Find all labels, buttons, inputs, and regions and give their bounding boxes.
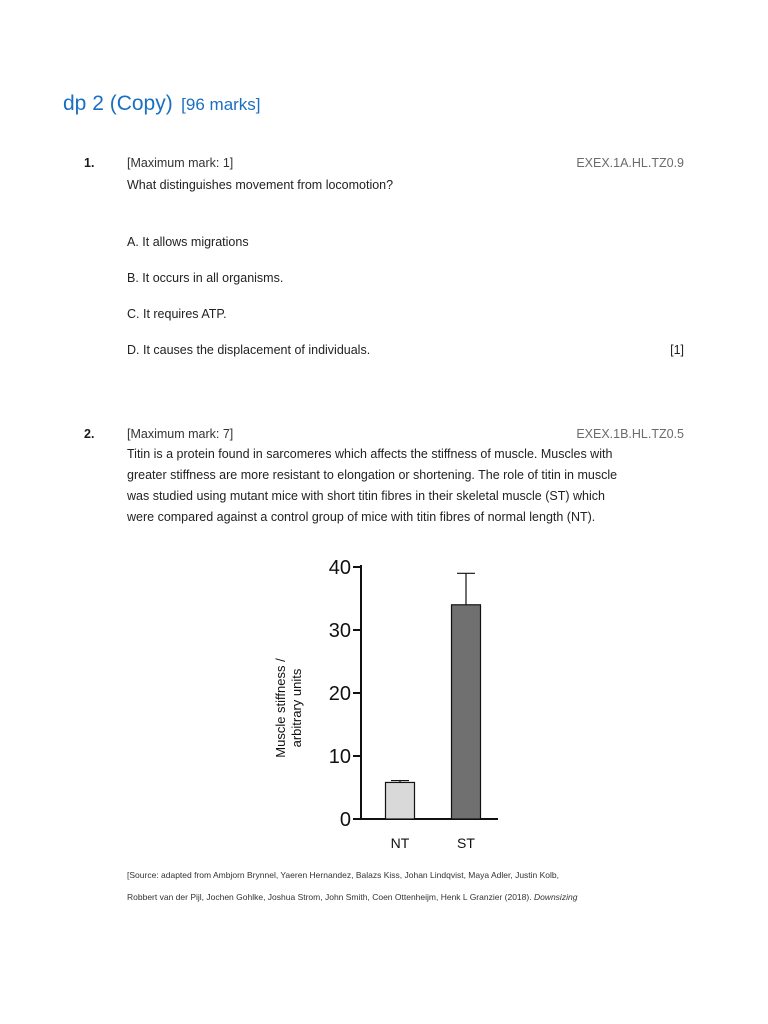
- y-tick-label: 30: [328, 620, 351, 642]
- stem-line: Titin is a protein found in sarcomeres which affects the stiffness of muscle. Muscles with: [127, 447, 613, 461]
- question-code: EXEX.1B.HL.TZ0.5: [576, 427, 684, 441]
- y-axis-label: arbitrary units: [289, 668, 304, 748]
- citation-title: Downsizing: [533, 892, 578, 902]
- max-mark: [Maximum mark: 7]: [127, 427, 234, 441]
- question-number: 1.: [84, 156, 95, 170]
- bar-nt: [386, 782, 415, 819]
- source-citation-line-2: [127, 892, 577, 902]
- stem-line: was studied using mutant mice with short titin fibres in their skeletal muscle (ST) which: [127, 489, 605, 503]
- document-title: dp 2 (Copy): [63, 92, 173, 115]
- question-code: EXEX.1A.HL.TZ0.9: [576, 156, 684, 170]
- question-number: 2.: [84, 427, 95, 441]
- muscle-stiffness-bar-chart: [268, 548, 508, 858]
- y-tick-label: 20: [328, 683, 351, 705]
- y-tick-label: 40: [328, 557, 351, 579]
- max-mark: [Maximum mark: 1]: [127, 156, 234, 170]
- question-stem: What distinguishes movement from locomotion?: [127, 178, 394, 192]
- option-d: D. It causes the displacement of individuals.: [127, 343, 371, 357]
- citation-authors: Robbert van der Pijl, Jochen Gohlke, Joshua Strom, John Smith, Coen Ottenheijm, Henk L Granzier (2018).: [127, 892, 532, 902]
- bar-st: [452, 605, 481, 819]
- question-stem: [127, 444, 647, 528]
- question-mark: [1]: [670, 343, 684, 357]
- option-a: A. It allows migrations: [127, 235, 249, 249]
- total-marks: [96 marks]: [181, 95, 261, 114]
- page-title: [63, 92, 261, 116]
- y-axis-label: Muscle stiffness /: [273, 658, 288, 758]
- x-tick-label: ST: [457, 835, 475, 851]
- stem-line: greater stiffness are more resistant to elongation or shortening. The role of titin in muscle: [127, 468, 618, 482]
- option-b: B. It occurs in all organisms.: [127, 271, 284, 285]
- stem-line: were compared against a control group of mice with titin fibres of normal length (NT).: [127, 510, 596, 524]
- x-tick-label: NT: [390, 835, 410, 851]
- y-tick-label: 0: [339, 809, 351, 831]
- source-citation-line-1: [Source: adapted from Ambjorn Brynnel, Yaeren Hernandez, Balazs Kiss, Johan Lindqvist, Maya Adler, Justin Kolb,: [127, 870, 560, 880]
- y-tick-label: 10: [328, 746, 351, 768]
- option-c: C. It requires ATP.: [127, 307, 227, 321]
